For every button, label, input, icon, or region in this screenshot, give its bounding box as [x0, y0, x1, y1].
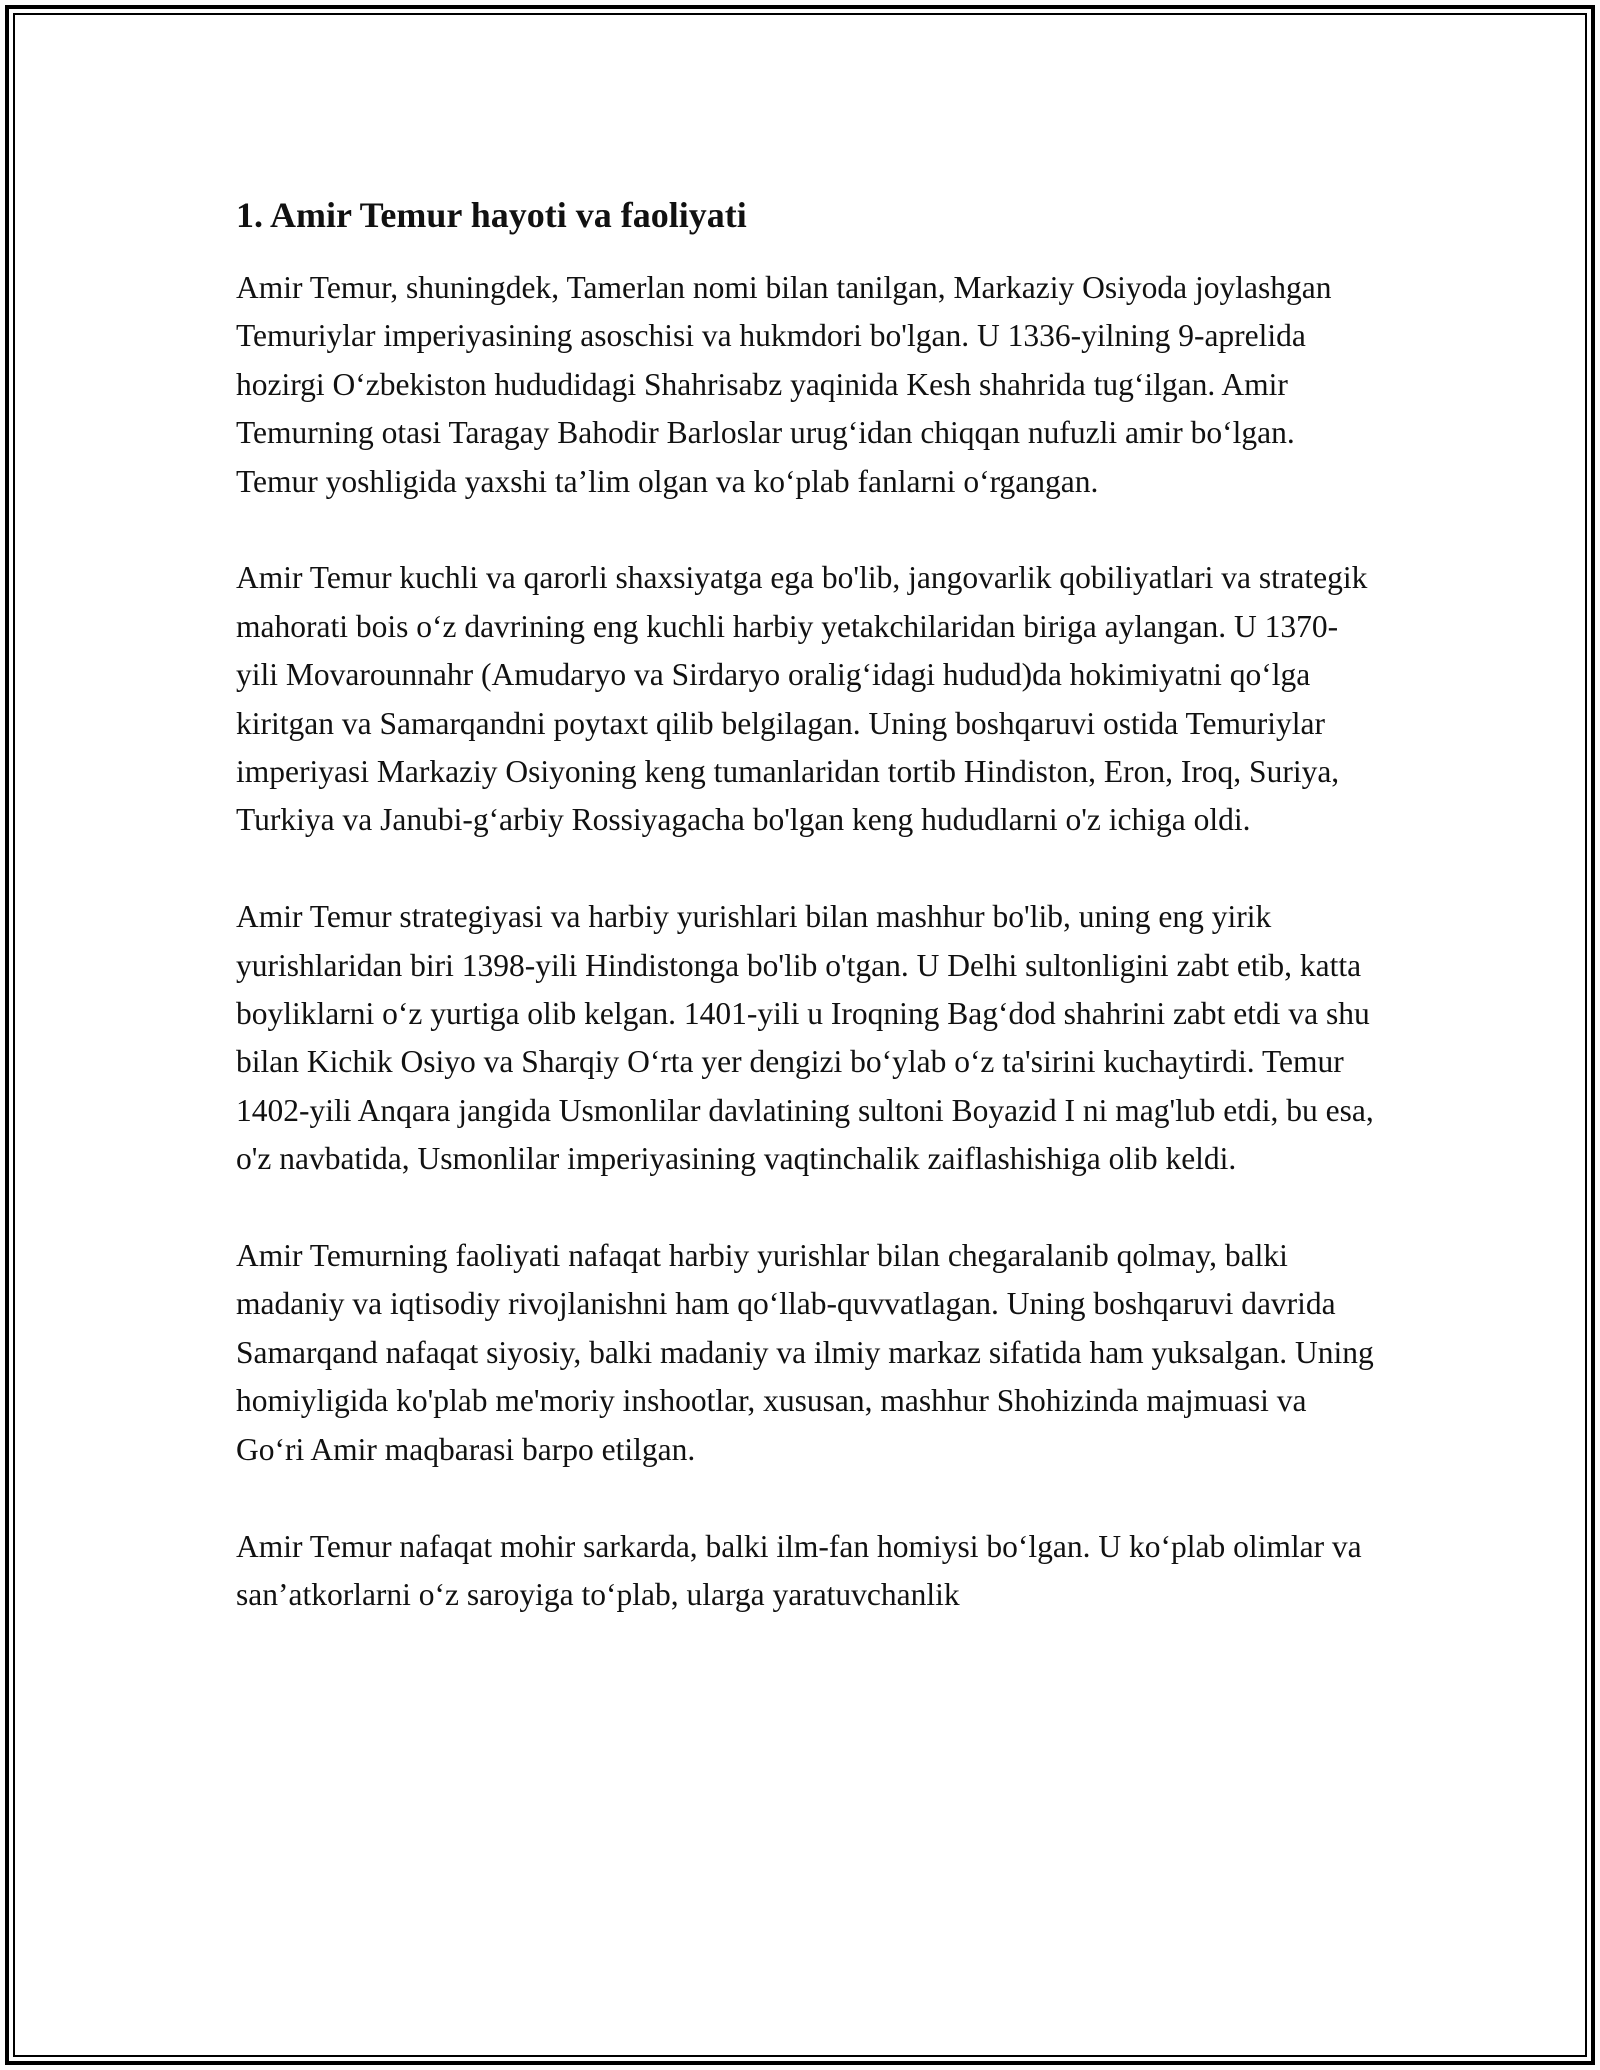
paragraph-2: Amir Temur kuchli va qarorli shaxsiyatga ega bo'lib, jangovarlik qobiliyatlari va strategik mahorati bois oʻz davrining eng kuchli harbiy yetakchilaridan biriga aylangan. U 1370-yili Movarounnahr (Amudaryo va Sirdaryo oraligʻidagi hudud)da hokimiyatni qoʻlga kiritgan va Samarqandni poytaxt qilib belgilagan. Uning boshqaruvi ostida Temuriylar imperiyasi Markaziy Osiyoning keng tumanlaridan tortib Hindiston, Eron, Iroq, Suriya, Turkiya va Janubi-gʻarbiy Rossiyagacha bo'lgan keng hududlarni o'z ichiga oldi.	[236, 560, 1368, 838]
section-heading: 1. Amir Temur hayoti va faoliyati	[236, 195, 747, 235]
paragraph-3: Amir Temur strategiyasi va harbiy yurishlari bilan mashhur bo'lib, uning eng yirik yurishlaridan biri 1398-yili Hindistonga bo'lib o'tgan. U Delhi sultonligini zabt etib, katta boyliklarni oʻz yurtiga olib kelgan. 1401-yili u Iroqning Bagʻdod shahrini zabt etdi va shu bilan Kichik Osiyo va Sharqiy Oʻrta yer dengizi boʻylab oʻz ta'sirini kuchaytirdi. Temur 1402-yili Anqara jangida Usmonlilar davlatining sultoni Boyazid I ni mag'lub etdi, bu esa, o'z navbatida, Usmonlilar imperiyasining vaqtinchalik zaiflashishiga olib keldi.	[236, 899, 1374, 1177]
paragraph-1: Amir Temur, shuningdek, Tamerlan nomi bilan tanilgan, Markaziy Osiyoda joylashgan Temuriylar imperiyasining asoschisi va hukmdori bo'lgan. U 1336-yilning 9-aprelida hozirgi Oʻzbekiston hududidagi Shahrisabz yaqinida Kesh shahrida tugʻilgan. Amir Temurning otasi Taragay Bahodir Barloslar urugʻidan chiqqan nufuzli amir boʻlgan. Temur yoshligida yaxshi taʼlim olgan va koʻplab fanlarni oʻrgangan.	[236, 270, 1332, 499]
paragraph-4: Amir Temurning faoliyati nafaqat harbiy yurishlar bilan chegaralanib qolmay, balki madaniy va iqtisodiy rivojlanishni ham qoʻllab-quvvatlagan. Uning boshqaruvi davrida Samarqand nafaqat siyosiy, balki madaniy va ilmiy markaz sifatida ham yuksalgan. Uning homiyligida ko'plab me'moriy inshootlar, xususan, mashhur Shohizinda majmuasi va Goʻri Amir maqbarasi barpo etilgan.	[236, 1238, 1374, 1467]
document-body	[236, 188, 1376, 1668]
paragraph-5: Amir Temur nafaqat mohir sarkarda, balki ilm-fan homiysi boʻlgan. U koʻplab olimlar va sanʼatkorlarni oʻz saroyiga toʻplab, ularga yaratuvchanlik	[236, 1528, 1362, 1612]
